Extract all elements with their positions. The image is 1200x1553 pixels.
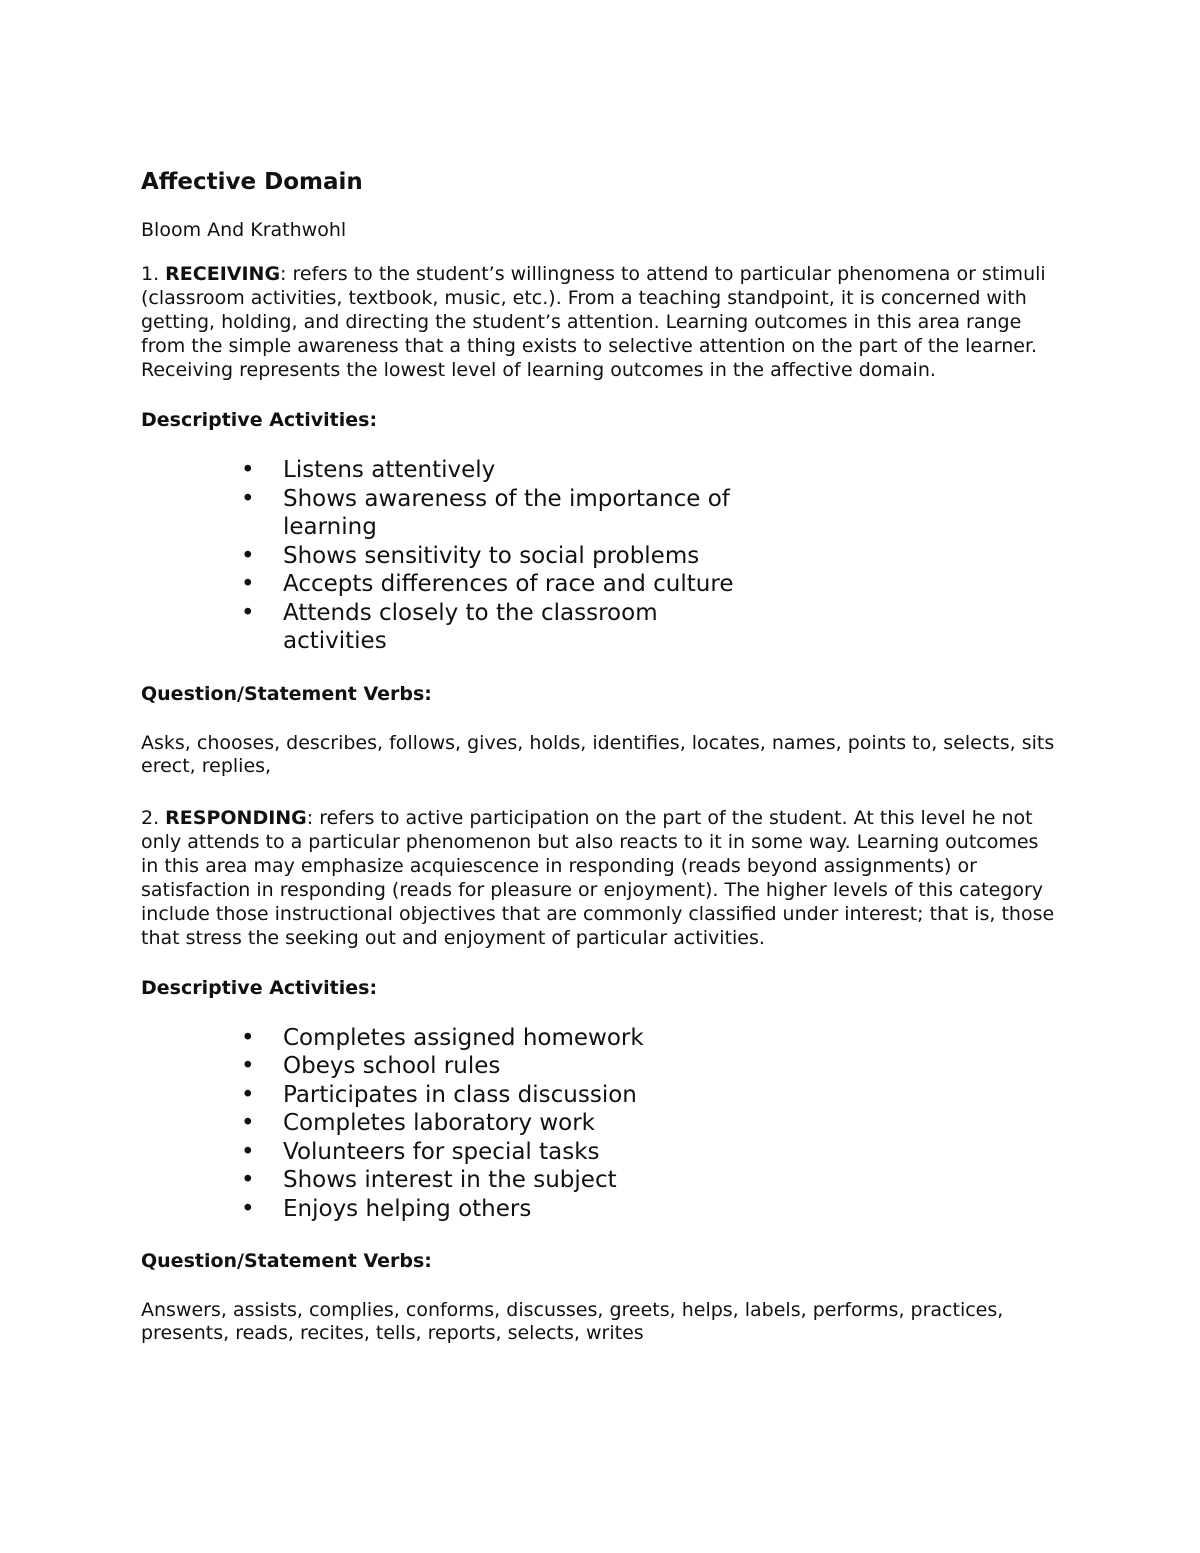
list-item <box>241 570 761 599</box>
list-item-text: Participates in class discussion <box>283 1081 637 1108</box>
bullet-icon: • <box>241 1138 255 1165</box>
bullet-icon: • <box>241 1167 255 1193</box>
bullet-icon: • <box>241 1024 255 1051</box>
list-item-text: Completes assigned homework <box>283 1024 644 1051</box>
list-item-text: Completes laboratory work <box>283 1110 595 1136</box>
document-page <box>141 166 1061 1345</box>
list-item-text: Attends closely to the classroom activities <box>283 599 658 654</box>
bullet-icon: • <box>241 599 255 626</box>
section-definition-text: : refers to active participation on the part of the student. At this level he not only attends to a particular phenomenon but also reacts to it in some way. Learning outcomes in this area may emphasize acquiescence in responding (reads beyond assignments) or satisfaction in responding (reads for pleasure or enjoyment). The higher levels of this category include those instructional objectives that are commonly classified under interest; that is, those that stress the seeking out and enjoyment of particular activities. <box>141 806 1055 949</box>
list-item-text: Volunteers for special tasks <box>283 1138 600 1165</box>
activities-heading: Descriptive Activities: <box>141 409 378 431</box>
list-item <box>241 456 761 485</box>
section-responding-definition <box>141 806 1061 950</box>
verbs-text: Asks, chooses, describes, follows, gives, holds, identifies, locates, names, points to, selects, sits erect, replies, <box>141 731 1055 777</box>
section-term: RESPONDING <box>165 806 307 829</box>
list-item-text: Obeys school rules <box>283 1053 501 1079</box>
section-number: 2. <box>141 806 166 829</box>
list-item <box>241 542 761 571</box>
section-definition-text: : refers to the student’s willingness to attend to particular phenomena or stimuli (classroom activities, textbook, music, etc.). From a teaching standpoint, it is concerned with getting, holding, and directing the student’s attention. Learning outcomes in this area range from the simple awareness that a thing exists to selective attention on the part of the learner. Receiving represents the lowest level of learning outcomes in the affective domain. <box>141 263 1046 381</box>
list-item <box>241 485 761 542</box>
section-receiving-definition <box>141 262 1061 382</box>
section-number: 1. <box>141 263 166 285</box>
bullet-icon: • <box>241 1110 255 1136</box>
list-item-text: Shows awareness of the importance of learning <box>283 485 730 540</box>
list-item <box>241 1109 761 1138</box>
list-item <box>241 1052 761 1081</box>
bullet-icon: • <box>241 1053 255 1079</box>
document-subtitle: Bloom And Krathwohl <box>141 219 347 241</box>
bullet-icon: • <box>241 1195 255 1222</box>
bullet-icon: • <box>241 457 255 483</box>
bullet-icon: • <box>241 571 255 597</box>
bullet-icon: • <box>241 542 255 569</box>
bullet-icon: • <box>241 485 255 512</box>
list-item <box>241 1195 761 1224</box>
list-item-text: Enjoys helping others <box>283 1195 532 1222</box>
list-item-text: Shows interest in the subject <box>283 1167 617 1193</box>
verbs-heading: Question/Statement Verbs: <box>141 1250 432 1272</box>
list-item <box>241 1024 761 1053</box>
activities-list <box>141 456 761 656</box>
list-item <box>241 599 761 656</box>
verbs-heading: Question/Statement Verbs: <box>141 682 432 705</box>
activities-heading: Descriptive Activities: <box>141 976 378 999</box>
verbs-text: Answers, assists, complies, conforms, discusses, greets, helps, labels, performs, practices, presents, reads, recites, tells, reports, selects, writes <box>141 1299 1004 1344</box>
list-item-text: Listens attentively <box>283 457 496 483</box>
activities-list <box>141 1024 761 1224</box>
list-item <box>241 1081 761 1110</box>
bullet-icon: • <box>241 1081 255 1108</box>
list-item-text: Accepts differences of race and culture <box>283 571 734 597</box>
list-item <box>241 1138 761 1167</box>
list-item <box>241 1166 761 1195</box>
document-title: Affective Domain <box>141 169 363 195</box>
section-term: RECEIVING <box>165 263 281 285</box>
list-item-text: Shows sensitivity to social problems <box>283 542 700 569</box>
